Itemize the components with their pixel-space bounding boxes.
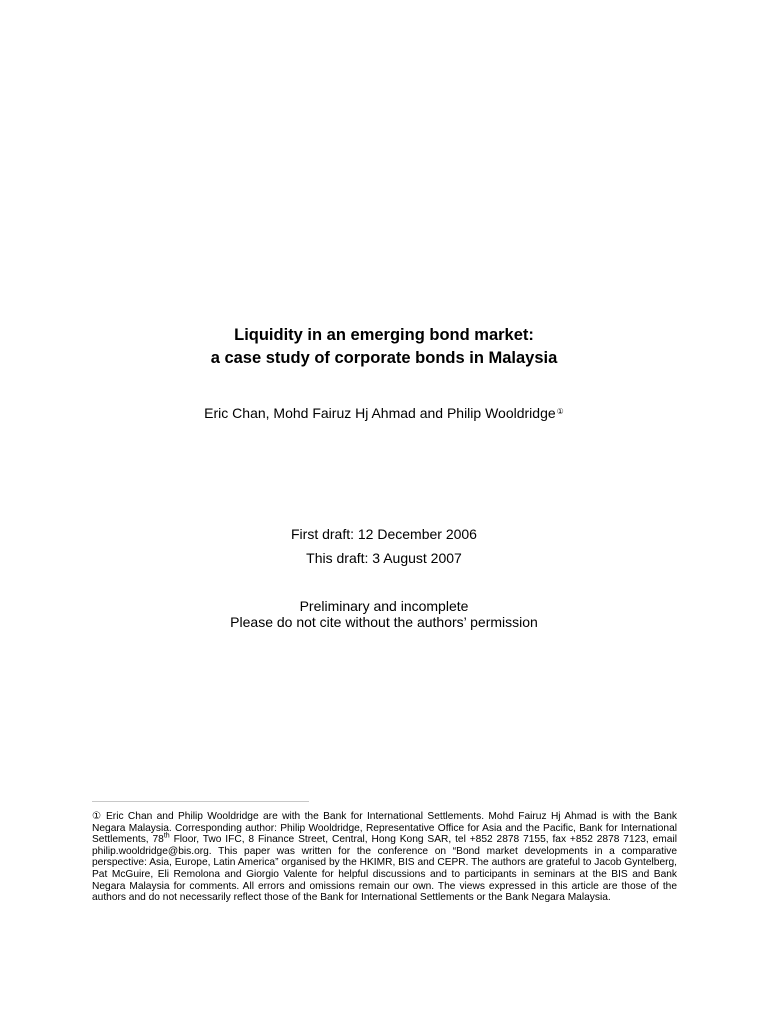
author-footnote-mark: ① bbox=[556, 407, 564, 416]
status-line-1: Preliminary and incomplete bbox=[299, 598, 469, 614]
draft-status-notice bbox=[0, 598, 768, 630]
footnote-text-part-2: Floor, Two IFC, 8 Finance Street, Central, Hong Kong SAR, tel +852 2878 7155, fax +852 2878 7123, email philip.wooldridge@bis.org. This paper was written for the conference on “Bond market developments in a comparative perspective: Asia, Europe, Latin America” organised by the HKIMR, BIS and CEPR. The authors are grateful to Jacob Gyntelberg, Pat McGuire, Eli Remolona and Giorgio Valente for helpful discussions and to participants in seminars at the BIS and Bank Negara Malaysia for comments. All errors and omissions remain our own. The views expressed in this article are those of the authors and do not necessarily reflect those of the Bank for International Settlements or the Bank Negara Malaysia. bbox=[92, 834, 677, 904]
author-names: Eric Chan, Mohd Fairuz Hj Ahmad and Philip Wooldridge bbox=[204, 405, 556, 421]
footnote-superscript: th bbox=[163, 832, 170, 840]
footnote-text-part-1: Eric Chan and Philip Wooldridge are with the Bank for International Settlements. Mohd Fairuz Hj Ahmad is with the Bank Negara Malaysia. Corresponding author: Philip Wooldridge, Representative Office for Asia and the Pacific, Bank for International Settlements, 78 bbox=[92, 811, 677, 846]
author-list bbox=[0, 404, 768, 422]
footnote-separator bbox=[92, 801, 309, 802]
title-line-1: Liquidity in an emerging bond market: bbox=[234, 326, 534, 344]
this-draft-date: This draft: 3 August 2007 bbox=[306, 550, 462, 566]
first-draft-date: First draft: 12 December 2006 bbox=[291, 526, 477, 542]
title-line-2: a case study of corporate bonds in Malaysia bbox=[210, 349, 558, 367]
paper-title bbox=[0, 324, 768, 370]
footnote-mark: ① bbox=[92, 811, 102, 822]
status-line-2: Please do not cite without the authors’ permission bbox=[230, 614, 538, 630]
author-footnote bbox=[92, 811, 677, 904]
